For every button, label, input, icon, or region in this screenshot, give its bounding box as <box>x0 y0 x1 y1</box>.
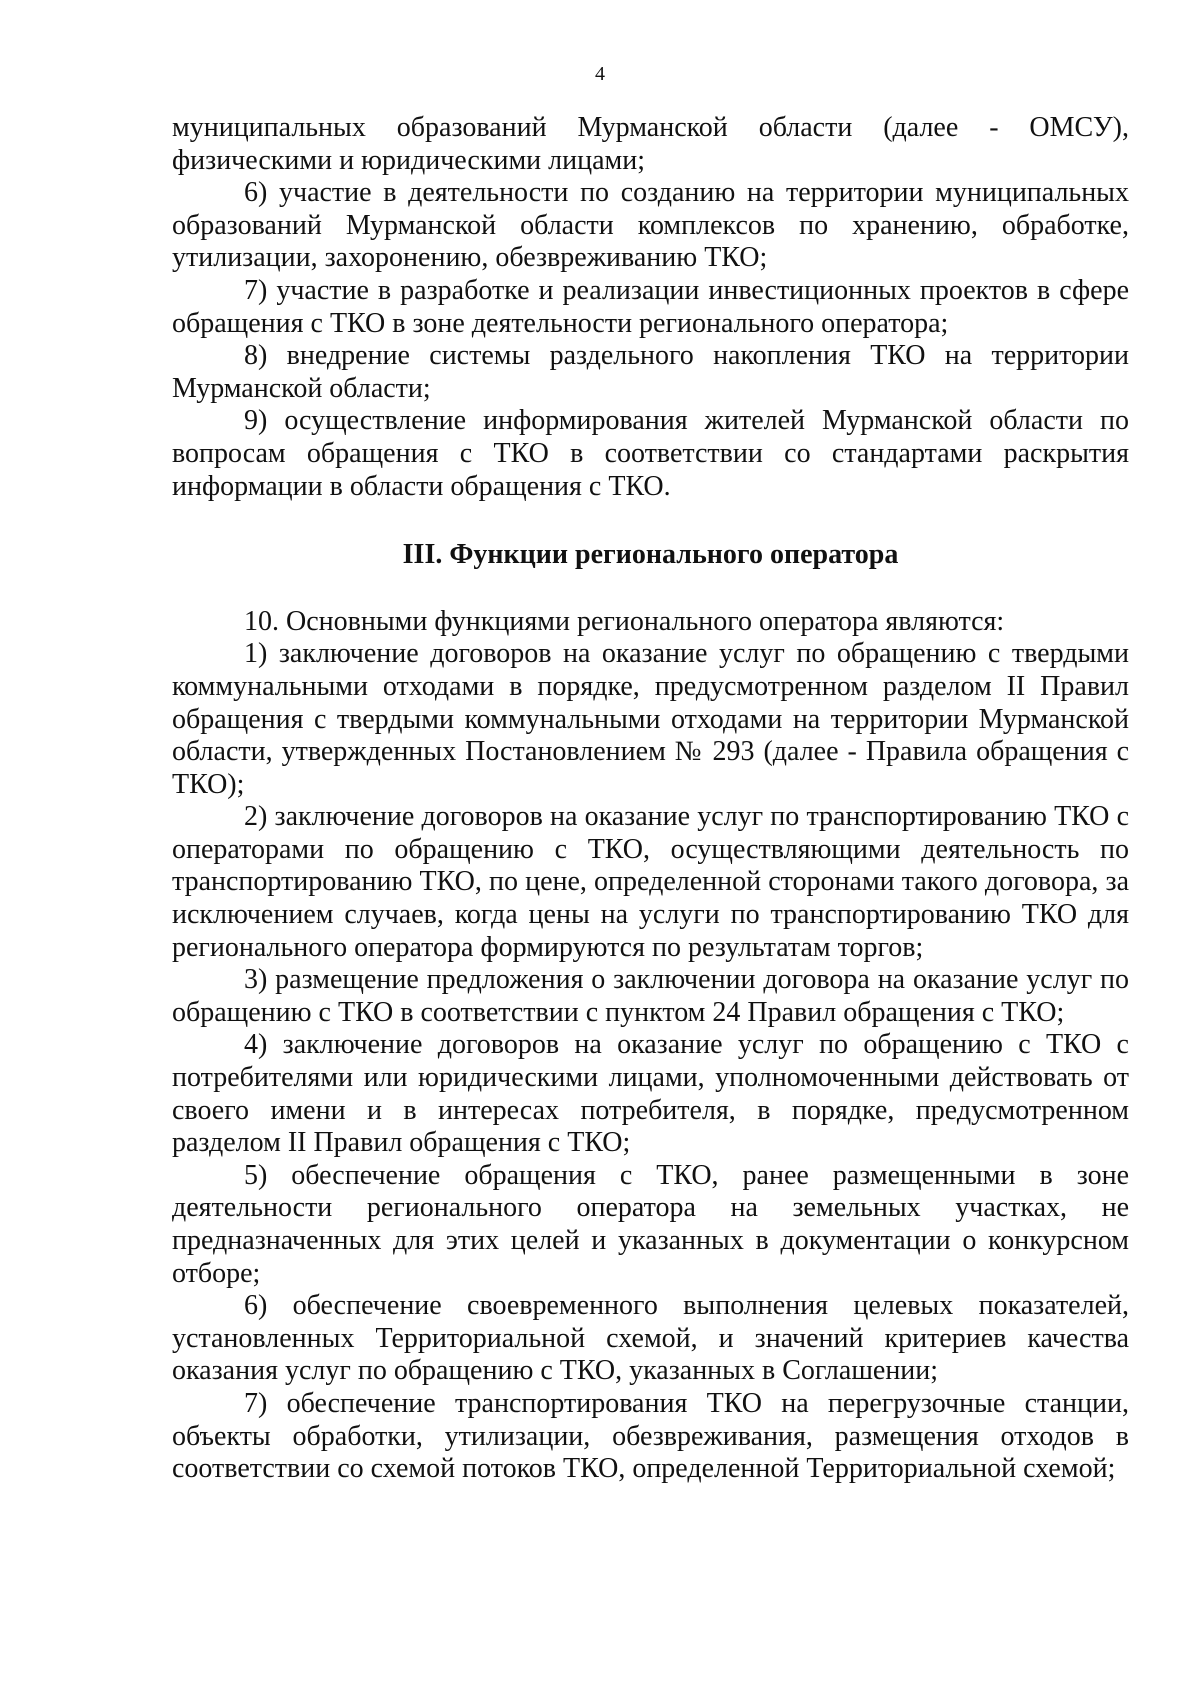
section-heading: III. Функции регионального оператора <box>402 539 899 571</box>
paragraph-item-7: 7) участие в разработке и реализации инвестиционных проектов в сфере обращения с ТКО в зоне деятельности регионального оператора; <box>172 274 1129 339</box>
paragraph-function-3: 3) размещение предложения о заключении договора на оказание услуг по обращению с ТКО в соответствии с пунктом 24 Правил обращения с ТКО; <box>172 964 1129 1028</box>
paragraph-function-5: 5) обеспечение обращения с ТКО, ранее размещенными в зоне деятельности регионального оператора на земельных участках, не предназначенных для этих целей и указанных в документации о конкурсном отборе; <box>172 1159 1129 1289</box>
paragraph-clause-10: 10. Основными функциями регионального оператора являются: <box>244 605 1005 637</box>
document-body <box>172 112 1129 1486</box>
paragraph-function-6: 6) обеспечение своевременного выполнения целевых показателей, установленных Территориальной схемой, и значений критериев качества оказания услуг по обращению с ТКО, указанных в Соглашении; <box>172 1290 1129 1387</box>
paragraph-item-8: 8) внедрение системы раздельного накопления ТКО на территории Мурманской области; <box>172 340 1129 404</box>
paragraph-item-9: 9) осуществление информирования жителей Мурманской области по вопросам обращения с ТКО в соответствии со стандартами раскрытия информации в области обращения с ТКО. <box>172 405 1129 502</box>
paragraph-function-1: 1) заключение договоров на оказание услуг по обращению с твердыми коммунальными отходами в порядке, предусмотренном разделом II Правил обращения с твердыми коммунальными отходами на территории Мурманской области, утвержденных Постановлением № 293 (далее - Правила обращения с ТКО); <box>172 638 1129 800</box>
paragraph-function-2: 2) заключение договоров на оказание услуг по транспортированию ТКО с операторами по обращению с ТКО, осуществляющими деятельность по транспортированию ТКО, по цене, определенной сторонами такого договора, за исключением случаев, когда цены на услуги по транспортированию ТКО для регионального оператора формируются по результатам торгов; <box>172 801 1129 963</box>
paragraph-function-7: 7) обеспечение транспортирования ТКО на перегрузочные станции, объекты обработки, утилизации, обезвреживания, размещения отходов в соответствии со схемой потоков ТКО, определенной Территориальной схемой; <box>172 1387 1129 1485</box>
paragraph-function-4: 4) заключение договоров на оказание услуг по обращению с ТКО с потребителями или юридическими лицами, уполномоченными действовать от своего имени и в интересах потребителя, в порядке, предусмотренном разделом II Правил обращения с ТКО; <box>172 1029 1129 1159</box>
page-number: 4 <box>595 63 605 85</box>
paragraph-item-6: 6) участие в деятельности по созданию на территории муниципальных образований Мурманской области комплексов по хранению, обработке, утилизации, захоронению, обезвреживанию ТКО; <box>172 177 1129 274</box>
paragraph-continuation: муниципальных образований Мурманской области (далее - ОМСУ), физическими и юридическими лицами; <box>172 112 1129 176</box>
